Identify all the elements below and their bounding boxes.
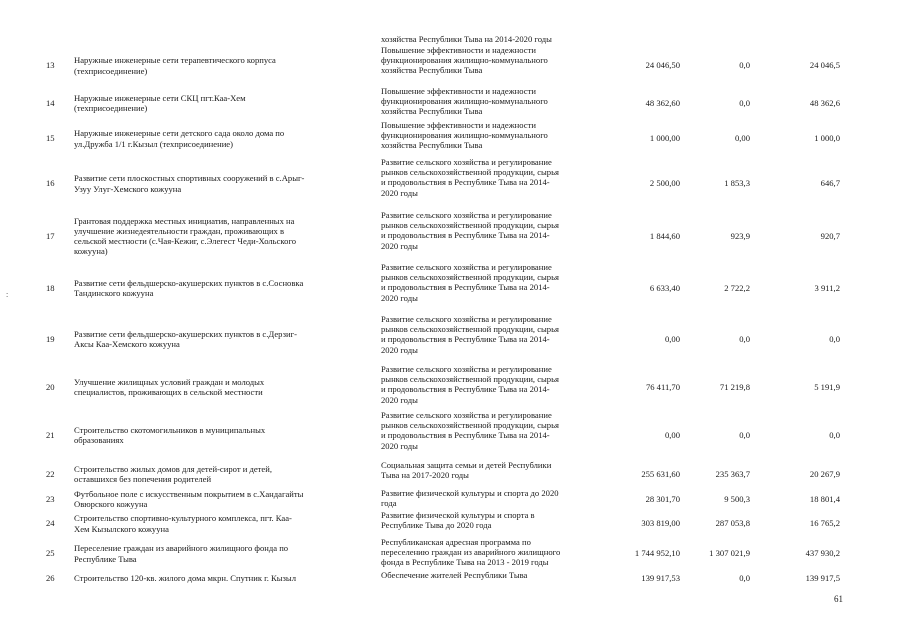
program-name: Республиканская адресная программа по переселению граждан из аварийного жилищного фонда в Республике Тыва на 2013 - 2019 годы	[381, 537, 561, 568]
object-name: Наружные инженерные сети СКЦ пгт.Каа-Хем (техприсоединение)	[74, 92, 246, 113]
federal-amount: 0,0	[739, 429, 750, 440]
table-row	[0, 314, 905, 364]
object-name: Строительство 120-кв. жилого дома мкрн. Спутник г. Кызыл	[74, 572, 296, 583]
total-amount: 1 744 952,10	[634, 548, 680, 559]
row-number: 13	[46, 60, 55, 71]
table-row	[0, 86, 905, 120]
federal-amount: 0,0	[739, 572, 750, 583]
object-name: Развитие сети плоскостных спортивных сооружений в с.Арыг- Узуу Улуг-Хемского кожууна	[74, 173, 305, 194]
object-name: Строительство скотомогильников в муниципальных образованиях	[74, 424, 266, 445]
row-number: 25	[46, 548, 55, 559]
row-number: 24	[46, 518, 55, 529]
program-name: Развитие сельского хозяйства и регулирование рынков сельскохозяйственной продукции, сырья и продовольствия в Республике Тыва на 2014- 2020 годы	[381, 210, 559, 251]
program-name: Обеспечение жителей Республики Тыва	[381, 570, 528, 580]
object-name: Наружные инженерные сети терапевтического корпуса (техприсоединение)	[74, 55, 276, 76]
table-row	[0, 45, 905, 86]
row-number: 16	[46, 178, 55, 189]
regional-amount: 48 362,6	[809, 97, 840, 108]
regional-amount: 16 765,2	[809, 518, 840, 529]
object-name: Развитие сети фельдшерско-акушерских пунктов в с.Дерзиг- Аксы Каа-Хемского кожууна	[74, 328, 297, 349]
regional-amount: 646,7	[820, 178, 840, 189]
row-number: 15	[46, 133, 55, 144]
federal-amount: 9 500,3	[724, 493, 750, 504]
federal-amount: 923,9	[730, 230, 750, 241]
total-amount: 303 819,00	[641, 518, 680, 529]
regional-amount: 5 191,9	[814, 381, 840, 392]
program-name: Развитие сельского хозяйства и регулирование рынков сельскохозяйственной продукции, сырья и продовольствия в Республике Тыва на 2014- 2020 годы	[381, 410, 559, 451]
regional-amount: 0,0	[829, 429, 840, 440]
total-amount: 2 500,00	[649, 178, 680, 189]
federal-amount: 1 307 021,9	[709, 548, 750, 559]
program-name: Развитие сельского хозяйства и регулирование рынков сельскохозяйственной продукции, сырья и продовольствия в Республике Тыва на 2014- 2020 годы	[381, 262, 559, 303]
row-number: 20	[46, 381, 55, 392]
total-amount: 48 362,60	[645, 97, 680, 108]
object-name: Переселение граждан из аварийного жилищного фонда по Республике Тыва	[74, 543, 289, 564]
table-row	[0, 262, 905, 314]
total-amount: 6 633,40	[649, 282, 680, 293]
table-row	[0, 364, 905, 410]
total-amount: 24 046,50	[645, 60, 680, 71]
total-amount: 0,00	[664, 333, 680, 344]
row-number: 18	[46, 282, 55, 293]
total-amount: 255 631,60	[641, 468, 680, 479]
regional-amount: 139 917,5	[805, 572, 840, 583]
object-name: Улучшение жилищных условий граждан и молодых специалистов, проживающих в сельской местности	[74, 376, 265, 397]
regional-amount: 920,7	[820, 230, 840, 241]
federal-amount: 1 853,3	[724, 178, 750, 189]
regional-amount: 437 930,2	[805, 548, 840, 559]
program-name: Повышение эффективности и надежности функционирования жилищно-коммунального хозяйства Республики Тыва	[381, 86, 548, 117]
row-number: 19	[46, 333, 55, 344]
program-name: Социальная защита семьи и детей Республики Тыва на 2017-2020 годы	[381, 460, 552, 481]
table-row	[0, 410, 905, 460]
object-name: Футбольное поле с искусственным покрытием в с.Хандагайты Овюрского кожууна	[74, 488, 304, 509]
regional-amount: 3 911,2	[814, 282, 840, 293]
federal-amount: 235 363,7	[715, 468, 750, 479]
program-name: Повышение эффективности и надежности функционирования жилищно-коммунального хозяйства Республики Тыва	[381, 120, 548, 151]
program-name: Развитие сельского хозяйства и регулирование рынков сельскохозяйственной продукции, сырья и продовольствия в Республике Тыва на 2014- 2020 годы	[381, 157, 559, 198]
program-name: Развитие физической культуры и спорта в Республике Тыва до 2020 года	[381, 510, 535, 531]
total-amount: 139 917,53	[641, 572, 680, 583]
federal-amount: 287 053,8	[715, 518, 750, 529]
table-row	[0, 157, 905, 210]
table-row	[0, 120, 905, 157]
program-continuation-text: хозяйства Республики Тыва на 2014-2020 годы	[381, 34, 552, 44]
program-name: Развитие сельского хозяйства и регулирование рынков сельскохозяйственной продукции, сырья и продовольствия в Республике Тыва на 2014- 2020 годы	[381, 364, 559, 405]
row-number: 17	[46, 230, 55, 241]
federal-amount: 0,0	[739, 97, 750, 108]
margin-mark: :	[6, 290, 9, 299]
federal-amount: 0,0	[739, 60, 750, 71]
regional-amount: 0,0	[829, 333, 840, 344]
table-row	[0, 537, 905, 570]
table-row	[0, 570, 905, 586]
program-name: Развитие сельского хозяйства и регулирование рынков сельскохозяйственной продукции, сырья и продовольствия в Республике Тыва на 2014- 2020 годы	[381, 314, 559, 355]
table-row	[0, 210, 905, 262]
object-name: Строительство спортивно-культурного комплекса, пгт. Каа- Хем Кызылского кожууна	[74, 513, 292, 534]
program-name: Повышение эффективности и надежности функционирования жилищно-коммунального хозяйства Республики Тыва	[381, 45, 548, 76]
total-amount: 28 301,70	[645, 493, 680, 504]
page-number: 61	[834, 594, 843, 604]
table-row	[0, 460, 905, 488]
row-number: 14	[46, 97, 55, 108]
object-name: Наружные инженерные сети детского сада около дома по ул.Дружба 1/1 г.Кызыл (техприсоединение)	[74, 128, 285, 149]
federal-amount: 0,0	[739, 333, 750, 344]
object-name: Грантовая поддержка местных инициатив, направленных на улучшение жизнедеятельности граждан, проживающих в сельской местности (с.Чая-Кежиг, с.Элегест Чеди-Хольского кожууна)	[74, 215, 297, 257]
total-amount: 1 844,60	[649, 230, 680, 241]
total-amount: 1 000,00	[649, 133, 680, 144]
regional-amount: 24 046,5	[809, 60, 840, 71]
row-number: 22	[46, 468, 55, 479]
federal-amount: 0,00	[734, 133, 750, 144]
row-number: 23	[46, 493, 55, 504]
row-number: 21	[46, 429, 55, 440]
regional-amount: 18 801,4	[809, 493, 840, 504]
object-name: Развитие сети фельдшерско-акушерских пунктов в с.Сосновка Тандинского кожууна	[74, 277, 304, 298]
total-amount: 76 411,70	[645, 381, 680, 392]
program-name: Развитие физической культуры и спорта до 2020 года	[381, 488, 559, 509]
federal-amount: 71 219,8	[719, 381, 750, 392]
federal-amount: 2 722,2	[724, 282, 750, 293]
regional-amount: 1 000,0	[814, 133, 840, 144]
regional-amount: 20 267,9	[809, 468, 840, 479]
row-number: 26	[46, 572, 55, 583]
table-row	[0, 488, 905, 510]
table-row	[0, 510, 905, 537]
total-amount: 0,00	[664, 429, 680, 440]
object-name: Строительство жилых домов для детей-сирот и детей, оставшихся без попечения родителей	[74, 463, 272, 484]
